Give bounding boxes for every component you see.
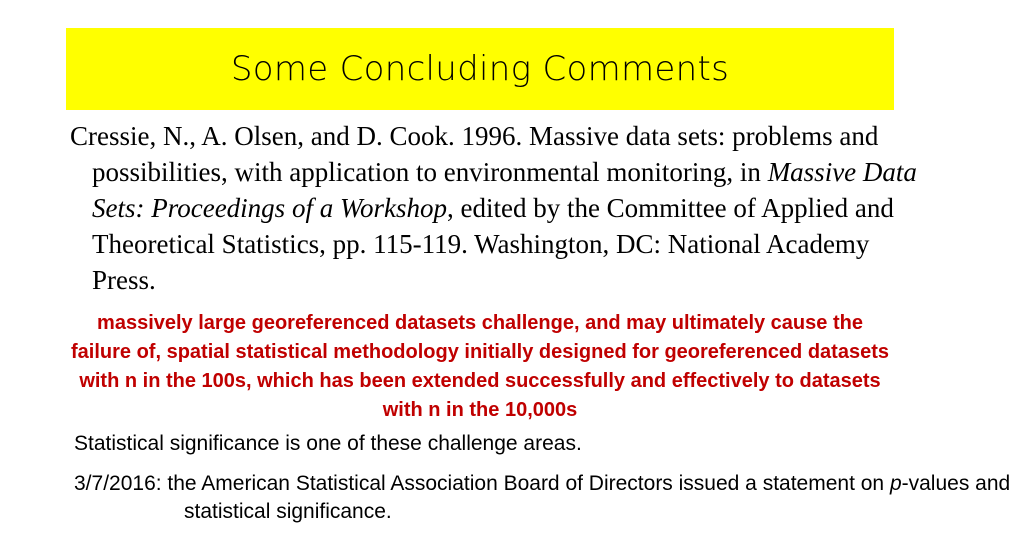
asa-text-start: 3/7/2016: the American Statistical Association Board of Directors issued a statement on: [74, 472, 890, 495]
citation-book-title: Massive Data Sets: Proceedings of a Workshop: [92, 157, 917, 223]
p-italic: p: [889, 472, 902, 495]
significance-comment: Statistical significance is one of these challenge areas.: [74, 432, 582, 455]
citation-paragraph: [70, 118, 922, 298]
asa-text-end: -values and statistical significance.: [184, 472, 1011, 523]
title-bar: [66, 28, 894, 110]
highlighted-quote: massively large georeferenced datasets challenge, and may ultimately cause the failure of, spatial statistical methodology initially designed for georeferenced datasets with n in the 100s, which has been extended successfully and effectively to datasets with n in the 10,000s: [71, 312, 889, 421]
asa-statement-comment: [74, 470, 1014, 526]
citation-text-end: , edited by the Committee of Applied and Theoretical Statistics, pp. 115-119. Washington, DC: National Academy Press.: [92, 193, 894, 295]
citation-text-start: Cressie, N., A. Olsen, and D. Cook. 1996. Massive data sets: problems and possibilities, with application to environmental monitoring, in: [70, 121, 879, 187]
slide-title: Some Concluding Comments: [230, 49, 730, 89]
